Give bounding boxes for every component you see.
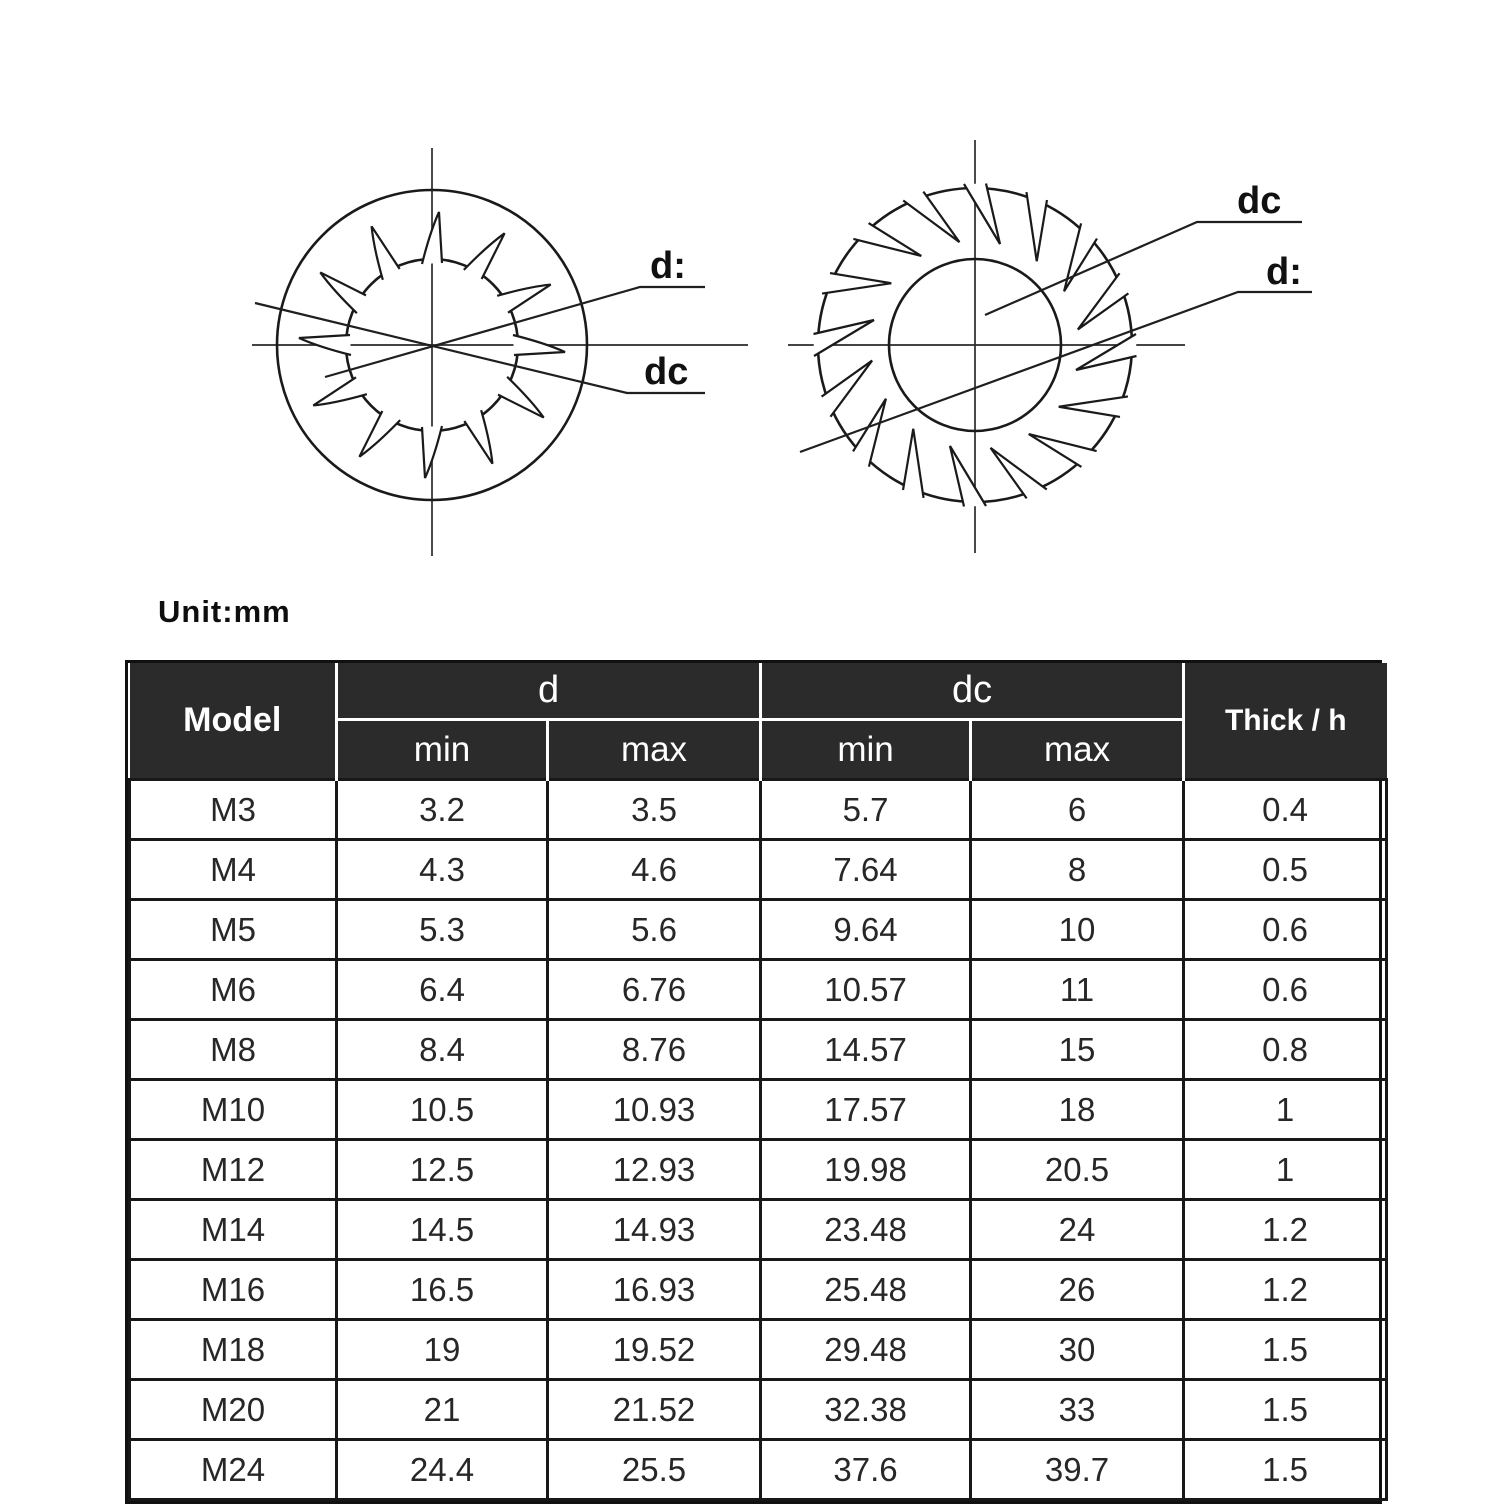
- d-min-cell: 12.5: [337, 1140, 548, 1200]
- dc-max-cell: 20.5: [971, 1140, 1184, 1200]
- model-cell: M3: [130, 780, 337, 840]
- table-row: [130, 1080, 1387, 1140]
- model-cell: M4: [130, 840, 337, 900]
- d-max-cell: 4.6: [548, 840, 761, 900]
- dc-min-cell: 5.7: [761, 780, 971, 840]
- d-min-cell: 5.3: [337, 900, 548, 960]
- table-row: [130, 960, 1387, 1020]
- table-row: [130, 1440, 1387, 1500]
- d-min-cell: 4.3: [337, 840, 548, 900]
- table-row: [130, 1200, 1387, 1260]
- model-cell: M24: [130, 1440, 337, 1500]
- d-max-cell: 5.6: [548, 900, 761, 960]
- washer-drawings: [0, 0, 1500, 630]
- right-dc-label: dc: [1237, 180, 1282, 222]
- d-max-cell: 3.5: [548, 780, 761, 840]
- dimension-table: [125, 660, 1382, 1504]
- d-min-cell: 19: [337, 1320, 548, 1380]
- thick-cell: 1.2: [1184, 1200, 1387, 1260]
- header-dc-max: max: [971, 720, 1184, 780]
- model-cell: M12: [130, 1140, 337, 1200]
- dc-min-cell: 10.57: [761, 960, 971, 1020]
- internal-tooth-washer-drawing: [252, 148, 748, 556]
- d-min-cell: 24.4: [337, 1440, 548, 1500]
- dc-min-cell: 29.48: [761, 1320, 971, 1380]
- d-min-cell: 8.4: [337, 1020, 548, 1080]
- header-dc-group: dc: [761, 663, 1184, 720]
- d-max-cell: 6.76: [548, 960, 761, 1020]
- dc-max-cell: 24: [971, 1200, 1184, 1260]
- d-min-cell: 21: [337, 1380, 548, 1440]
- model-cell: M8: [130, 1020, 337, 1080]
- d-max-cell: 19.52: [548, 1320, 761, 1380]
- dc-max-cell: 26: [971, 1260, 1184, 1320]
- unit-label: Unit:mm: [158, 594, 291, 629]
- d-max-cell: 16.93: [548, 1260, 761, 1320]
- d-max-cell: 21.52: [548, 1380, 761, 1440]
- dc-min-cell: 32.38: [761, 1380, 971, 1440]
- thick-cell: 0.4: [1184, 780, 1387, 840]
- left-d-label: d:: [650, 245, 686, 287]
- thick-cell: 1.5: [1184, 1380, 1387, 1440]
- thick-cell: 0.8: [1184, 1020, 1387, 1080]
- dc-max-cell: 15: [971, 1020, 1184, 1080]
- thick-cell: 0.6: [1184, 960, 1387, 1020]
- dc-max-cell: 6: [971, 780, 1184, 840]
- dc-min-cell: 9.64: [761, 900, 971, 960]
- header-d-min: min: [337, 720, 548, 780]
- dc-min-cell: 7.64: [761, 840, 971, 900]
- model-cell: M6: [130, 960, 337, 1020]
- dc-min-cell: 25.48: [761, 1260, 971, 1320]
- thick-cell: 1.2: [1184, 1260, 1387, 1320]
- header-thick: Thick / h: [1184, 663, 1387, 780]
- dc-max-cell: 39.7: [971, 1440, 1184, 1500]
- dc-max-cell: 33: [971, 1380, 1184, 1440]
- table-row: [130, 780, 1387, 840]
- d-max-cell: 10.93: [548, 1080, 761, 1140]
- model-cell: M20: [130, 1380, 337, 1440]
- dc-max-cell: 30: [971, 1320, 1184, 1380]
- model-cell: M14: [130, 1200, 337, 1260]
- table-row: [130, 1140, 1387, 1200]
- dc-max-cell: 8: [971, 840, 1184, 900]
- d-max-cell: 8.76: [548, 1020, 761, 1080]
- dc-min-cell: 23.48: [761, 1200, 971, 1260]
- thick-cell: 0.5: [1184, 840, 1387, 900]
- d-min-cell: 3.2: [337, 780, 548, 840]
- thick-cell: 1: [1184, 1140, 1387, 1200]
- header-d-group: d: [337, 663, 761, 720]
- dc-max-cell: 10: [971, 900, 1184, 960]
- thick-cell: 1.5: [1184, 1320, 1387, 1380]
- d-min-cell: 16.5: [337, 1260, 548, 1320]
- table-body: [130, 780, 1387, 1500]
- header-dc-min: min: [761, 720, 971, 780]
- header-d-max: max: [548, 720, 761, 780]
- model-cell: M16: [130, 1260, 337, 1320]
- dc-max-cell: 18: [971, 1080, 1184, 1140]
- table-row: [130, 1020, 1387, 1080]
- d-max-cell: 12.93: [548, 1140, 761, 1200]
- table-row: [130, 840, 1387, 900]
- thick-cell: 1.5: [1184, 1440, 1387, 1500]
- spec-table: [128, 663, 1388, 1501]
- thick-cell: 1: [1184, 1080, 1387, 1140]
- d-min-cell: 6.4: [337, 960, 548, 1020]
- d-min-cell: 10.5: [337, 1080, 548, 1140]
- model-cell: M18: [130, 1320, 337, 1380]
- d-max-cell: 25.5: [548, 1440, 761, 1500]
- model-cell: M5: [130, 900, 337, 960]
- dc-min-cell: 37.6: [761, 1440, 971, 1500]
- dc-min-cell: 19.98: [761, 1140, 971, 1200]
- external-tooth-washer-drawing: [788, 140, 1312, 553]
- table-header: [130, 663, 1387, 780]
- table-row: [130, 900, 1387, 960]
- d-min-cell: 14.5: [337, 1200, 548, 1260]
- model-cell: M10: [130, 1080, 337, 1140]
- dc-min-cell: 14.57: [761, 1020, 971, 1080]
- table-row: [130, 1380, 1387, 1440]
- dc-min-cell: 17.57: [761, 1080, 971, 1140]
- external-tooth-slit: [964, 184, 1000, 245]
- thick-cell: 0.6: [1184, 900, 1387, 960]
- d-max-cell: 14.93: [548, 1200, 761, 1260]
- table-row: [130, 1260, 1387, 1320]
- left-dc-label: dc: [644, 351, 689, 393]
- table-row: [130, 1320, 1387, 1380]
- header-model: Model: [130, 663, 337, 780]
- right-d-label: d:: [1266, 251, 1302, 293]
- dc-max-cell: 11: [971, 960, 1184, 1020]
